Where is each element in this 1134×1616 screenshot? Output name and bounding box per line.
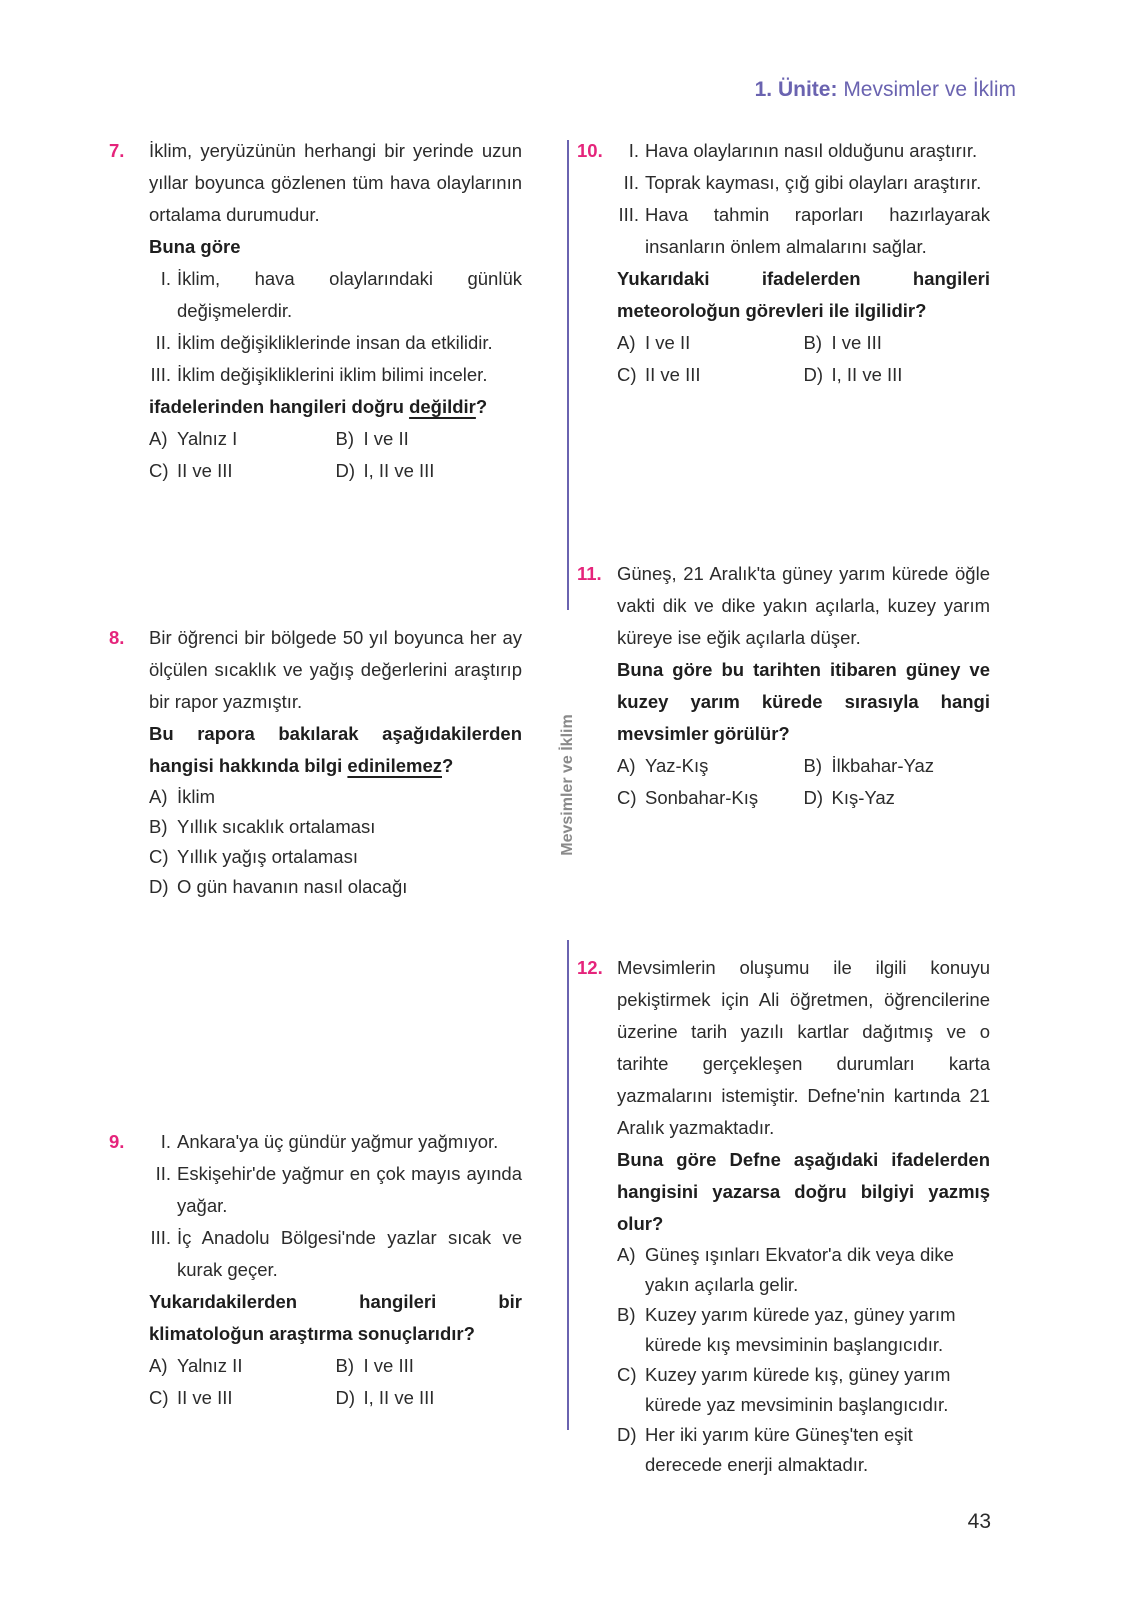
statement-numeral: III. (618, 204, 639, 225)
option-text: Yıllık yağış ortalaması (177, 846, 358, 867)
ask-text: ifadelerinden hangileri doğru (149, 396, 410, 417)
option-letter: D) (803, 787, 824, 808)
question-number: 11. (577, 563, 602, 584)
statement-numeral: II. (155, 332, 171, 353)
question-stem: Güneş, 21 Aralık'ta güney yarım kürede öğle vakti dik ve dike yakın açılarla, kuzey yarım küreye ise eğik açılarla düşer. (617, 563, 990, 648)
unit-label: 1. Ünite: (754, 78, 838, 101)
statement-item (149, 327, 522, 359)
option-letter: A) (149, 1355, 168, 1376)
option-text: Yaz-Kış (645, 755, 709, 776)
question-stem: Mevsimlerin oluşumu ile ilgili konuyu pekiştirmek için Ali öğretmen, öğrencilerine üzerine tarih yazılı kartlar dağıtmış ve o tarihte gerçekleşen durumları karta yazmalarını istemiştir. Defne'nin kartında 21 Aralık yazmaktadır. (617, 957, 990, 1138)
option-letter: D) (617, 1424, 637, 1445)
option-text: I ve III (831, 332, 882, 353)
option-text: Kış-Yaz (831, 787, 895, 808)
statement-text: İç Anadolu Bölgesi'nde yazlar sıcak ve kurak geçer. (177, 1227, 522, 1280)
options-list (149, 782, 522, 902)
option-b[interactable] (804, 750, 991, 782)
option-text: I, II ve III (363, 1387, 435, 1408)
option-c[interactable] (149, 455, 336, 487)
option-d[interactable] (336, 1382, 523, 1414)
option-text: I ve III (363, 1355, 414, 1376)
option-c[interactable] (617, 359, 804, 391)
options-list (617, 1240, 990, 1480)
option-text: I, II ve III (363, 460, 435, 481)
option-c[interactable] (617, 782, 804, 814)
option-letter: A) (617, 755, 636, 776)
option-d[interactable] (804, 359, 991, 391)
option-text: Yıllık sıcaklık ortalaması (177, 816, 376, 837)
option-c[interactable] (149, 1382, 336, 1414)
question-ask: Yukarıdakilerden hangileri bir klimatoloğun araştırma sonuçlarıdır? (149, 1291, 522, 1344)
options-grid (617, 750, 990, 814)
option-text: I, II ve III (831, 364, 903, 385)
option-letter: D) (335, 460, 356, 481)
option-letter: C) (149, 846, 169, 867)
statement-text: İklim değişikliklerinde insan da etkilidir. (177, 332, 493, 353)
question-number: 8. (109, 627, 125, 648)
option-b[interactable] (336, 423, 523, 455)
option-text: Yalnız I (177, 428, 238, 449)
options-grid (149, 1350, 522, 1414)
statement-text: İklim, hava olaylarındaki günlük değişmelerdir. (177, 268, 522, 321)
statement-numeral: II. (155, 1163, 171, 1184)
statement-text: Hava olaylarının nasıl olduğunu araştırır. (645, 140, 978, 161)
option-text: II ve III (177, 460, 233, 481)
option-text: Her iki yarım küre Güneş'ten eşit derecede enerji almaktadır. (645, 1424, 913, 1475)
option-text: Sonbahar-Kış (645, 787, 759, 808)
option-text: II ve III (177, 1387, 233, 1408)
option-text: İlkbahar-Yaz (831, 755, 934, 776)
question-lead: Buna göre (149, 236, 241, 257)
statement-text: Ankara'ya üç gündür yağmur yağmıyor. (177, 1131, 499, 1152)
statement-text: İklim değişikliklerini iklim bilimi inceler. (177, 364, 488, 385)
question-number: 10. (577, 140, 603, 161)
question-number: 7. (109, 140, 125, 161)
question-8 (109, 622, 522, 902)
option-letter: B) (149, 816, 168, 837)
column-divider-bottom (567, 940, 569, 1430)
option-letter: B) (335, 428, 354, 449)
option-letter: B) (335, 1355, 354, 1376)
statement-numeral: II. (623, 172, 639, 193)
unit-title: Mevsimler ve İklim (843, 78, 1016, 101)
question-ask: Buna göre Defne aşağıdaki ifadelerden hangisini yazarsa doğru bilgiyi yazmış olur? (617, 1149, 990, 1234)
option-text: I ve II (363, 428, 409, 449)
option-text: O gün havanın nasıl olacağı (177, 876, 408, 897)
option-a[interactable] (617, 750, 804, 782)
option-letter: D) (803, 364, 824, 385)
statement-numeral: I. (160, 268, 171, 289)
question-12 (577, 952, 990, 1480)
statement-item (617, 199, 990, 263)
option-text: II ve III (645, 364, 701, 385)
option-letter: B) (803, 755, 822, 776)
statement-numeral: III. (150, 1227, 171, 1248)
option-b[interactable] (336, 1350, 523, 1382)
statement-numeral: I. (628, 140, 639, 161)
statement-item (149, 1158, 522, 1222)
option-d[interactable] (336, 455, 523, 487)
options-grid (149, 423, 522, 487)
option-letter: C) (149, 1387, 169, 1408)
option-d[interactable] (804, 782, 991, 814)
column-divider-top (567, 140, 569, 610)
option-letter: C) (617, 364, 637, 385)
statement-item (617, 135, 990, 167)
question-stem: İklim, yeryüzünün herhangi bir yerinde uzun yıllar boyunca gözlenen tüm hava olaylarının ortalama durumudur. (149, 140, 522, 225)
statement-item (149, 359, 522, 391)
option-text: Güneş ışınları Ekvator'a dik veya dike yakın açılarla gelir. (645, 1244, 954, 1295)
statement-text: Toprak kayması, çığ gibi olayları araştırır. (645, 172, 982, 193)
statement-numeral: I. (160, 1131, 171, 1152)
question-number: 12. (577, 957, 603, 978)
statement-item (617, 167, 990, 199)
option-letter: B) (617, 1304, 636, 1325)
option-text: Kuzey yarım kürede yaz, güney yarım kürede kış mevsiminin başlangıcıdır. (645, 1304, 956, 1355)
question-9 (109, 1126, 522, 1414)
question-ask (149, 391, 522, 423)
statement-numeral: III. (150, 364, 171, 385)
options-grid (617, 327, 990, 391)
statement-text: Hava tahmin raporları hazırlayarak insanların önlem almalarını sağlar. (645, 204, 990, 257)
option-c[interactable] (149, 842, 522, 872)
question-7 (109, 135, 522, 487)
option-letter: D) (149, 876, 169, 897)
option-b[interactable] (804, 327, 991, 359)
question-ask: Buna göre bu tarihten itibaren güney ve kuzey yarım kürede sırasıyla hangi mevsimler görülür? (617, 659, 990, 744)
option-text: I ve II (645, 332, 691, 353)
option-a[interactable] (149, 423, 336, 455)
option-letter: C) (617, 1364, 637, 1385)
statement-item (149, 263, 522, 327)
option-text: Kuzey yarım kürede kış, güney yarım kürede yaz mevsiminin başlangıcıdır. (645, 1364, 951, 1415)
option-letter: A) (617, 1244, 636, 1265)
statement-text: Eskişehir'de yağmur en çok mayıs ayında yağar. (177, 1163, 522, 1216)
option-letter: B) (803, 332, 822, 353)
option-letter: A) (149, 428, 168, 449)
option-a[interactable] (149, 1350, 336, 1382)
ask-emphasis: değildir (409, 396, 476, 417)
ask-emphasis: edinilemez (347, 755, 442, 776)
side-label: Mevsimler ve İklim (559, 714, 576, 856)
option-letter: C) (149, 460, 169, 481)
question-number: 9. (109, 1131, 125, 1152)
option-d[interactable] (617, 1420, 990, 1480)
statement-item (149, 1126, 522, 1158)
option-b[interactable] (149, 812, 522, 842)
option-a[interactable] (617, 1240, 990, 1300)
option-a[interactable] (617, 327, 804, 359)
ask-mark: ? (442, 755, 454, 776)
option-letter: C) (617, 787, 637, 808)
question-10 (577, 135, 990, 391)
page-number: 43 (967, 1510, 991, 1533)
option-letter: A) (149, 786, 168, 807)
option-b[interactable] (617, 1300, 990, 1360)
option-text: İklim (177, 786, 216, 807)
ask-mark: ? (475, 396, 488, 417)
option-letter: A) (617, 332, 636, 353)
option-text: Yalnız II (177, 1355, 243, 1376)
question-11 (577, 558, 990, 814)
option-a[interactable] (149, 782, 522, 812)
question-ask (149, 718, 522, 782)
question-ask: Yukarıdaki ifadelerden hangileri meteoroloğun görevleri ile ilgilidir? (617, 268, 990, 321)
option-d[interactable] (149, 872, 522, 902)
option-c[interactable] (617, 1360, 990, 1420)
question-stem: Bir öğrenci bir bölgede 50 yıl boyunca her ay ölçülen sıcaklık ve yağış değerlerini araştırıp bir rapor yazmıştır. (149, 627, 522, 712)
page-header (755, 78, 1016, 102)
statement-item (149, 1222, 522, 1286)
ask-text: Bu rapora bakılarak aşağıdakilerden hangisi hakkında bilgi (149, 723, 522, 776)
option-letter: D) (335, 1387, 356, 1408)
